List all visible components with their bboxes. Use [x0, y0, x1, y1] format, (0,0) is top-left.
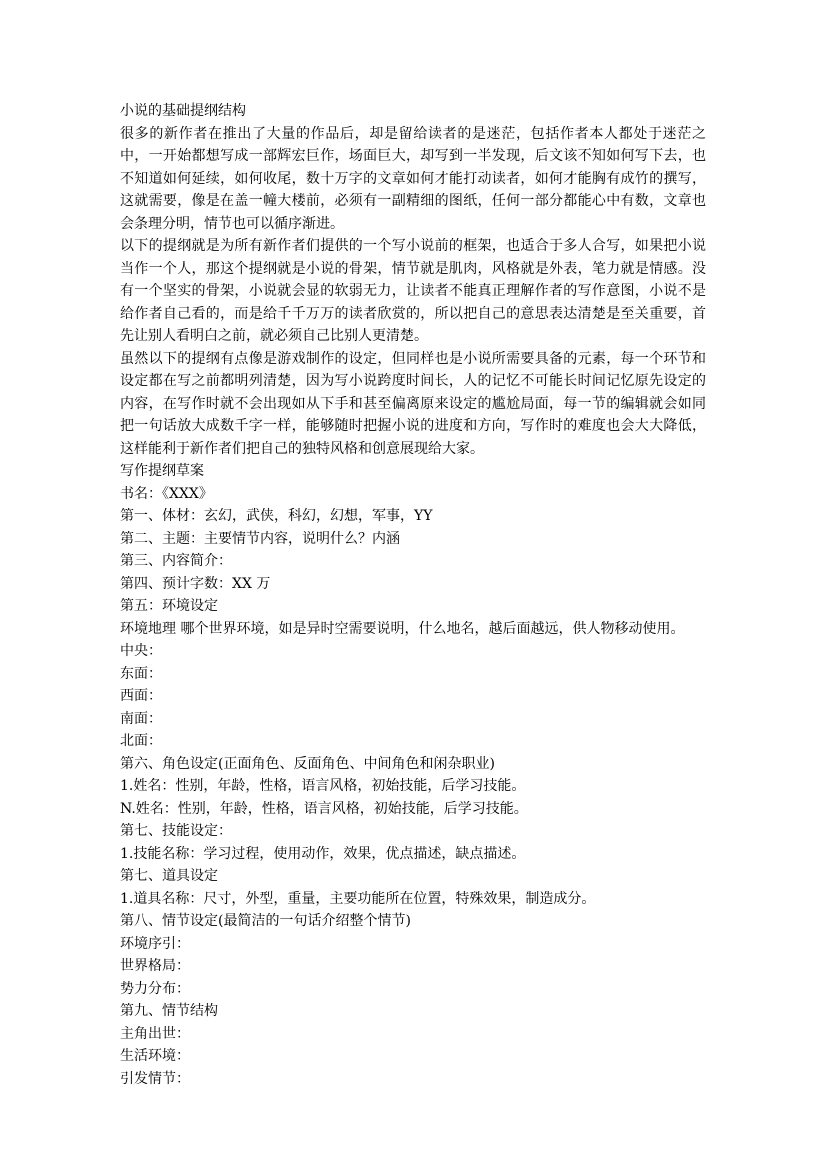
- character-heading: 第六、角色设定(正面角色、反面角色、中间角色和闲杂职业): [120, 755, 495, 772]
- theme-line: 第二、主题：主要情节内容，说明什么？内涵: [120, 530, 400, 547]
- east-line: 东面：: [120, 665, 162, 682]
- item-line-1: 1.道具名称：尺寸，外型，重量，主要功能所在位置，特殊效果，制造成分。: [120, 890, 596, 907]
- item-heading: 第七、道具设定: [120, 868, 218, 884]
- west-line: 西面：: [120, 688, 162, 704]
- document-page: [120, 100, 706, 1090]
- intro-paragraph-2: 以下的提纲就是为所有新作者们提供的一个写小说前的框架，也适合于多人合写，如果把小说当作一个人，那这个提纲就是小说的骨架，情节就是肌肉，风格就是外表，笔力就是情感。没有一个坚实的骨架，小说就会显的软弱无力，让读者不能真正理解作者的写作意图，小说不是给作者自己看的，而是给千千万万的读者欣赏的，所以把自己的意思表达清楚是至关重要，首先让别人看明白之前，就必须自己比别人更清楚。: [120, 238, 706, 344]
- document-title: 小说的基础提纲结构: [120, 103, 246, 119]
- world-pattern-line: 世界格局：: [120, 958, 190, 974]
- living-environment-line: 生活环境：: [120, 1048, 190, 1064]
- outline-heading: 写作提纲草案: [120, 463, 204, 479]
- character-line-n: N.姓名：性别，年龄，性格，语言风格，初始技能，后学习技能。: [120, 800, 528, 817]
- south-line: 南面：: [120, 710, 162, 727]
- synopsis-line: 第三、内容简介：: [120, 553, 232, 569]
- intro-paragraph-1: 很多的新作者在推出了大量的作品后，却是留给读者的是迷茫，包括作者本人都处于迷茫之中，一开始都想写成一部辉宏巨作，场面巨大，却写到一半发现，后文该不知如何写下去，也不知道如何延续，如何收尾，数十万字的文章如何才能打动读者，如何才能胸有成竹的撰写，这就需要，像是在盖一幢大楼前，必须有一副精细的图纸，任何一部分都能心中有数，文章也会条理分明，情节也可以循序渐进。: [120, 125, 706, 232]
- intro-paragraph-3: 虽然以下的提纲有点像是游戏制作的设定，但同样也是小说所需要具备的元素，每一个环节和设定都在写之前都明列清楚，因为写小说跨度时间长，人的记忆不可能长时间记忆原先设定的内容，在写作时就不会出现如从下手和甚至偏离原来设定的尴尬局面，每一节的编辑就会如同把一句话放大成数千字一样，能够随时把握小说的进度和方向，写作时的难度也会大大降低，这样能利于新作者们把自己的独特风格和创意展现给大家。: [120, 350, 706, 457]
- genre-line: 第一、体材：玄幻，武侠，科幻，幻想，军事，YY: [120, 508, 433, 524]
- protagonist-birth-line: 主角出世：: [120, 1025, 190, 1042]
- book-title-line: 书名：《XXX》: [120, 485, 213, 502]
- plot-structure-heading: 第九、情节结构: [120, 1003, 218, 1019]
- environment-geography-line: 环境地理 哪个世界环境，如是异时空需要说明，什么地名，越后面越远，供人物移动使用。: [120, 620, 685, 637]
- word-count-line: 第四、预计字数：XX 万: [120, 575, 271, 592]
- skill-heading: 第七、技能设定：: [120, 823, 232, 839]
- north-line: 北面：: [120, 733, 162, 749]
- center-line: 中央：: [120, 643, 162, 659]
- skill-line-1: 1.技能名称：学习过程，使用动作，效果，优点描述，缺点描述。: [120, 845, 526, 862]
- trigger-plot-line: 引发情节：: [120, 1070, 190, 1087]
- plot-heading: 第八、情节设定(最简洁的一句话介绍整个情节): [120, 913, 411, 929]
- environment-heading: 第五：环境设定: [120, 598, 218, 614]
- character-line-1: 1.姓名：性别，年龄，性格，语言风格，初始技能，后学习技能。: [120, 778, 526, 794]
- faction-line: 势力分布：: [120, 980, 190, 997]
- environment-intro-line: 环境序引：: [120, 935, 190, 952]
